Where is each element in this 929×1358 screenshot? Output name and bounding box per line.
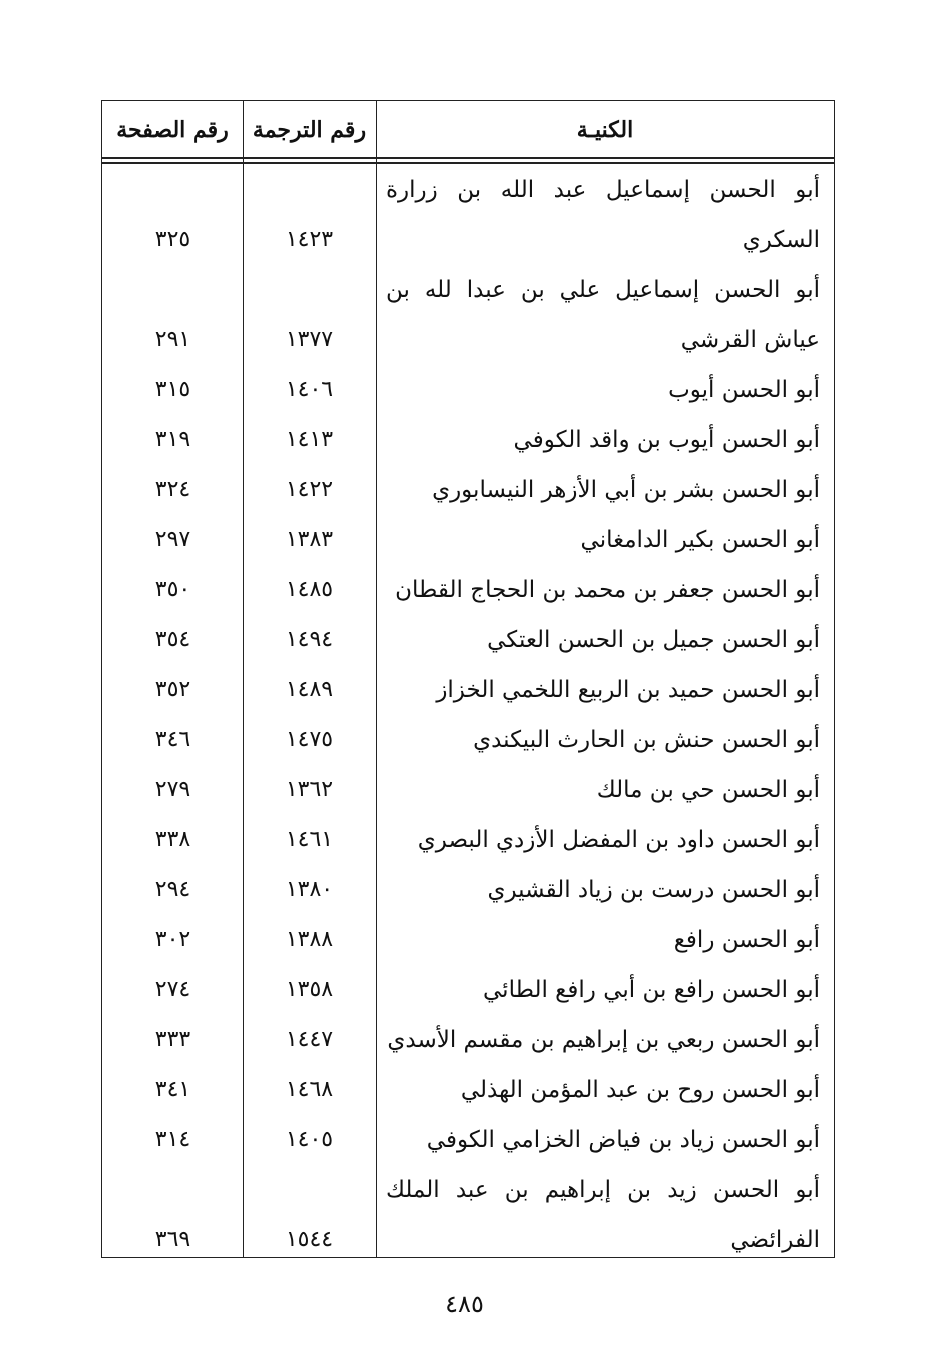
translation-number-cell: ١٤٠٥ <box>285 1127 334 1152</box>
kunya-cell: أبو الحسن إسماعيل علي بن عبدا لله بن عياش القرشي <box>386 277 820 353</box>
kunya-cell: أبو الحسن رافع <box>673 927 820 953</box>
translation-number-cell: ١٤٦١ <box>285 827 334 852</box>
table-row <box>102 165 834 265</box>
translation-number-cell: ١٤٧٥ <box>285 727 334 752</box>
translation-number-cell: ١٣٨٣ <box>285 527 334 552</box>
header-double-rule <box>102 162 834 164</box>
page-number-cell: ٢٩٤ <box>154 877 191 902</box>
translation-number-cell: ١٤٢٣ <box>285 227 334 252</box>
table-row <box>102 865 834 915</box>
table-row <box>102 565 834 615</box>
kunya-cell: أبو الحسن رافع بن أبي رافع الطائي <box>483 977 820 1003</box>
page-number-cell: ٣١٥ <box>154 377 191 402</box>
page-number-cell: ٣٥٢ <box>154 677 191 702</box>
translation-number-cell: ١٤٩٤ <box>285 627 334 652</box>
page-number-cell: ٣١٩ <box>154 427 191 452</box>
page-number-cell: ٣٥٤ <box>154 627 191 652</box>
page-number-cell: ٣٥٠ <box>154 577 191 602</box>
table-row <box>102 365 834 415</box>
page-number-cell: ٣٦٩ <box>154 1227 191 1252</box>
page-number-cell: ٣٣٣ <box>154 1027 191 1052</box>
translation-number-cell: ١٤٤٧ <box>285 1027 334 1052</box>
kunya-cell: أبو الحسن أيوب <box>668 377 820 403</box>
table-row <box>102 1115 834 1165</box>
page-number-cell: ٣٢٤ <box>154 477 191 502</box>
translation-number-cell: ١٤١٣ <box>285 427 334 452</box>
table-row <box>102 415 834 465</box>
kunya-cell: أبو الحسن جعفر بن محمد بن الحجاج القطان <box>395 577 820 603</box>
kunya-cell: أبو الحسن حي بن مالك <box>596 777 820 803</box>
table-row <box>102 1165 834 1265</box>
kunya-cell: أبو الحسن زياد بن فياض الخزامي الكوفي <box>426 1127 820 1153</box>
table-row <box>102 665 834 715</box>
page-number-cell: ٢٩٧ <box>154 527 191 552</box>
table-row <box>102 1015 834 1065</box>
page-number: ٤٨٥ <box>445 1290 484 1318</box>
translation-number-cell: ١٣٨٠ <box>285 877 334 902</box>
table-row <box>102 915 834 965</box>
translation-number-cell: ١٣٧٧ <box>285 327 334 352</box>
translation-number-cell: ١٤٦٨ <box>285 1077 334 1102</box>
page-number-cell: ٣٢٥ <box>154 227 191 252</box>
header-page-number: رقم الصفحة <box>116 117 229 143</box>
table-row <box>102 515 834 565</box>
kunya-cell: أبو الحسن داود بن المفضل الأزدي البصري <box>417 827 820 853</box>
table-header <box>102 101 834 159</box>
kunya-cell: أبو الحسن زيد بن إبراهيم بن عبد الملك الفرائضي <box>386 1177 820 1253</box>
page-number-cell: ٢٩١ <box>154 327 191 352</box>
header-kunya: الكنيـة <box>576 117 634 143</box>
table-row <box>102 1065 834 1115</box>
table-row <box>102 265 834 365</box>
table-row <box>102 715 834 765</box>
translation-number-cell: ١٥٤٤ <box>285 1227 334 1252</box>
kunya-cell: أبو الحسن ربعي بن إبراهيم بن مقسم الأسدي <box>387 1027 820 1053</box>
kunya-cell: أبو الحسن بكير الدامغاني <box>580 527 820 553</box>
page-number-cell: ٣٣٨ <box>154 827 191 852</box>
translation-number-cell: ١٤٨٩ <box>285 677 334 702</box>
translation-number-cell: ١٣٥٨ <box>285 977 334 1002</box>
translation-number-cell: ١٤٢٢ <box>285 477 334 502</box>
table-row <box>102 965 834 1015</box>
page-number-cell: ٢٧٤ <box>154 977 191 1002</box>
kunya-index-table <box>101 100 835 1258</box>
kunya-cell: أبو الحسن حنش بن الحارث البيكندي <box>473 727 820 753</box>
page-number-cell: ٢٧٩ <box>154 777 191 802</box>
kunya-cell: أبو الحسن درست بن زياد القشيري <box>487 877 820 903</box>
kunya-cell: أبو الحسن بشر بن أبي الأزهر النيسابوري <box>432 477 820 503</box>
page-number-cell: ٣٠٢ <box>154 927 191 952</box>
header-translation-number: رقم الترجمة <box>252 117 367 143</box>
page-number-cell: ٣٤٦ <box>154 727 191 752</box>
kunya-cell: أبو الحسن روح بن عبد المؤمن الهذلي <box>460 1077 820 1103</box>
translation-number-cell: ١٤٨٥ <box>285 577 334 602</box>
translation-number-cell: ١٣٨٨ <box>285 927 334 952</box>
page-number-cell: ٣٤١ <box>154 1077 191 1102</box>
table-body <box>102 165 834 1265</box>
translation-number-cell: ١٤٠٦ <box>285 377 334 402</box>
table-row <box>102 765 834 815</box>
kunya-cell: أبو الحسن إسماعيل عبد الله بن زرارة السكري <box>386 177 820 253</box>
table-row <box>102 615 834 665</box>
translation-number-cell: ١٣٦٢ <box>285 777 334 802</box>
table-row <box>102 465 834 515</box>
kunya-cell: أبو الحسن جميل بن الحسن العتكي <box>487 627 820 653</box>
kunya-cell: أبو الحسن حميد بن الربيع اللخمي الخزاز <box>436 677 820 703</box>
kunya-cell: أبو الحسن أيوب بن واقد الكوفي <box>513 427 820 453</box>
page-number-cell: ٣١٤ <box>154 1127 191 1152</box>
table-row <box>102 815 834 865</box>
